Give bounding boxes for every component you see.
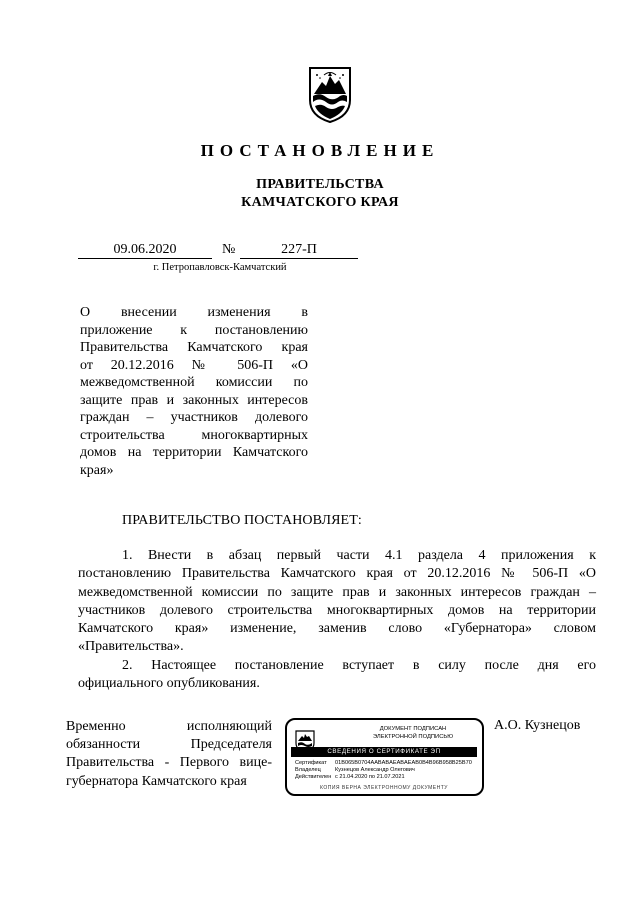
- stamp-certificate-value: 01B065B0704AABABAEABAEAB0B4B96B958B25B70: [335, 760, 472, 766]
- stamp-validity-value: с 21.04.2020 по 21.07.2021: [335, 774, 405, 780]
- position-line: Временно исполняющий: [66, 719, 272, 734]
- stamp-owner-value: Кузнецов Александр Олегович: [335, 767, 415, 773]
- body-line: 2. Настоящее постановление вступает в силу после дня его: [122, 657, 596, 673]
- subject-line: защите прав и законных интересов: [80, 392, 308, 408]
- body-line: Камчатского края» изменение, заменив слово «Губернатора» словом: [78, 621, 596, 637]
- stamp-footer: КОПИЯ ВЕРНА ЭЛЕКТРОННОМУ ДОКУМЕНТУ: [319, 785, 448, 791]
- document-number: 227-П: [240, 242, 358, 259]
- subject-line: граждан – участников долевого: [80, 410, 308, 425]
- stamp-header-line2: ЭЛЕКТРОННОЙ ПОДПИСЬЮ: [372, 733, 454, 740]
- stamp-validity-label: Действителен: [295, 774, 332, 780]
- document-subject: [80, 304, 308, 479]
- signatory-position: [66, 718, 272, 791]
- stamp-owner-label: Владелец: [295, 767, 321, 773]
- body-line: постановлению Правительства Камчатского края от 20.12.2016 № 506-П «О: [78, 566, 596, 582]
- body-line: «Правительства».: [78, 639, 184, 655]
- stamp-validity-row: [295, 774, 405, 781]
- subject-line: межведомственной комиссии по: [80, 375, 308, 390]
- stamp-owner-row: [295, 767, 415, 774]
- position-line: обязанности Председателя: [66, 737, 272, 753]
- body-line: 1. Внести в абзац первый части 4.1 раздела 4 приложения к: [122, 548, 596, 563]
- subject-line: приложение к постановлению: [80, 322, 308, 338]
- stamp-header-line1: ДОКУМЕНТ ПОДПИСАН: [379, 726, 447, 732]
- issuing-authority-line1: ПРАВИТЕЛЬСТВА: [256, 177, 384, 192]
- decree-body: [78, 547, 596, 693]
- document-title: ПОСТАНОВЛЕНИЕ: [200, 141, 440, 160]
- stamp-certificate-row: [295, 760, 472, 767]
- subject-line: края»: [80, 462, 114, 478]
- subject-line: строительства многоквартирных: [80, 427, 308, 443]
- stamp-certificate-bar: СВЕДЕНИЯ О СЕРТИФИКАТЕ ЭП: [291, 747, 477, 757]
- body-line: участников долевого строительства многоквартирных домов на территории: [78, 602, 596, 618]
- place-of-issue: г. Петропавловск-Камчатский: [153, 262, 287, 273]
- body-line: официального опубликования.: [78, 676, 260, 692]
- subject-line: Правительства Камчатского края: [80, 340, 308, 355]
- subject-line: О внесении изменения в: [80, 305, 308, 320]
- subject-line: домов на территории Камчатского: [80, 445, 308, 460]
- kamchatka-coat-of-arms-icon: [306, 64, 354, 124]
- decree-heading: ПРАВИТЕЛЬСТВО ПОСТАНОВЛЯЕТ:: [122, 513, 362, 528]
- electronic-signature-stamp: [285, 718, 484, 796]
- subject-line: от 20.12.2016 № 506-П «О: [80, 357, 308, 373]
- document-date: 09.06.2020: [78, 242, 212, 259]
- body-line: межведомственной комиссии по защите прав и законных интересов граждан –: [78, 584, 596, 600]
- issuing-authority-line2: КАМЧАТСКОГО КРАЯ: [241, 195, 399, 210]
- position-line: Правительства - Первого вице-: [66, 755, 272, 771]
- signatory-name: А.О. Кузнецов: [494, 718, 581, 733]
- number-sign: №: [222, 242, 236, 257]
- position-line: губернатора Камчатского края: [66, 773, 247, 789]
- stamp-certificate-label: Сертификат: [295, 760, 327, 766]
- stamp-header: [343, 726, 483, 741]
